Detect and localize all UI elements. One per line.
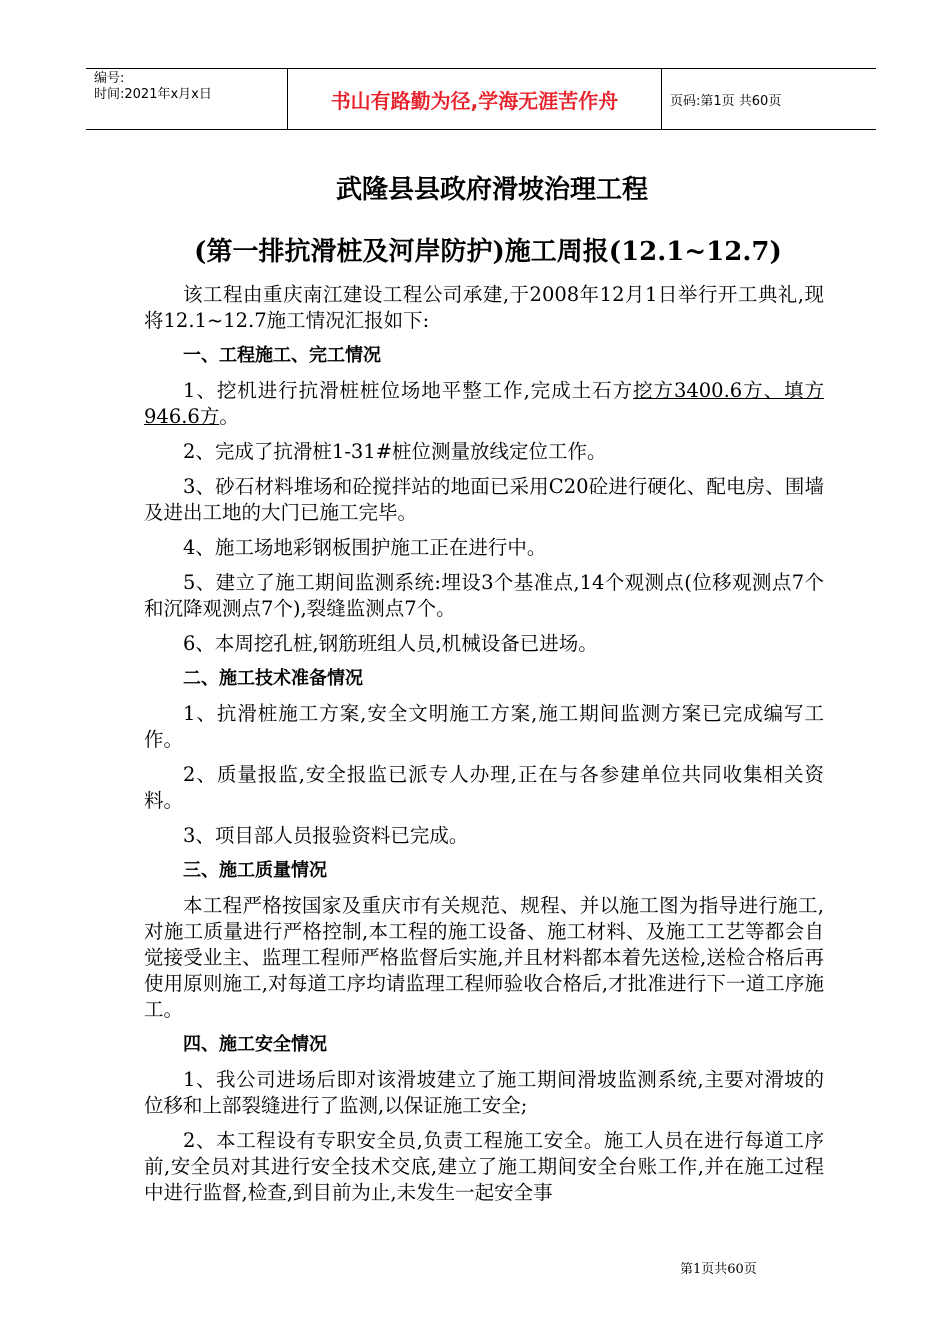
header-motto: 书山有路勤为径,学海无涯苦作舟 (288, 69, 662, 129)
header-meta (86, 69, 288, 129)
section1-item-1 (144, 378, 824, 430)
document-subtitle: (第一排抗滑桩及河岸防护)施工周报(12.1~12.7) (194, 237, 782, 267)
document-title: 武隆县县政府滑坡治理工程 (335, 175, 648, 205)
section3-paragraph: 本工程严格按国家及重庆市有关规范、规程、并以施工图为指导进行施工,对施工质量进行严格控制,本工程的施工设备、施工材料、及施工工艺等都会自觉接受业主、监理工程师严格监督后实施,并且材料都本着先送检,送检合格后再使用原则施工,对每道工序均请监理工程师验收合格后,才批准进行下一道工序施工。 (144, 894, 824, 1021)
section2-item-1: 1、抗滑桩施工方案,安全文明施工方案,施工期间监测方案已完成编写工作。 (144, 702, 824, 751)
section1-item-2: 2、完成了抗滑桩1-31#桩位测量放线定位工作。 (183, 440, 607, 463)
document-content (144, 170, 824, 1215)
section-heading-3: 三、施工质量情况 (183, 860, 327, 881)
item-text-end: 。 (219, 405, 239, 428)
page-header (86, 68, 876, 130)
section1-item-3: 3、砂石材料堆场和砼搅拌站的地面已采用C20砼进行硬化、配电房、围墙及进出工地的大门已施工完毕。 (144, 475, 824, 524)
section-heading-4: 四、施工安全情况 (183, 1034, 327, 1055)
document-body (144, 282, 824, 1206)
section1-item-4: 4、施工场地彩钢板围护施工正在进行中。 (183, 536, 547, 559)
time-label: 时间:2021年x月x日 (94, 87, 212, 102)
number-label: 编号: (94, 71, 125, 86)
underlined-quantity: 挖方3400.6方、填方946.6方 (144, 379, 825, 428)
section-heading-1: 一、工程施工、完工情况 (183, 345, 381, 366)
section2-item-2: 2、质量报监,安全报监已派专人办理,正在与各参建单位共同收集相关资料。 (144, 763, 824, 812)
section1-item-5: 5、建立了施工期间监测系统:埋设3个基准点,14个观测点(位移观测点7个和沉降观测点7个),裂缝监测点7个。 (144, 571, 824, 620)
section4-item-2: 2、本工程设有专职安全员,负责工程施工安全。施工人员在进行每道工序前,安全员对其进行安全技术交底,建立了施工期间安全台账工作,并在施工过程中进行监督,检查,到目前为止,未发生一起安全事 (144, 1129, 824, 1204)
intro-paragraph: 该工程由重庆南江建设工程公司承建,于2008年12月1日举行开工典礼,现将12.1~12.7施工情况汇报如下: (144, 283, 824, 332)
header-page-info: 页码:第1页 共60页 (670, 93, 782, 109)
section2-item-3: 3、项目部人员报验资料已完成。 (183, 824, 469, 847)
section-heading-2: 二、施工技术准备情况 (183, 668, 363, 689)
item-text: 1、挖机进行抗滑桩桩位场地平整工作,完成土石方 (183, 379, 634, 402)
page-footer: 第1页共60页 (680, 1262, 757, 1277)
section4-item-1: 1、我公司进场后即对该滑坡建立了施工期间滑坡监测系统,主要对滑坡的位移和上部裂缝进行了监测,以保证施工安全; (144, 1068, 824, 1117)
section1-item-6: 6、本周挖孔桩,钢筋班组人员,机械设备已进场。 (183, 632, 598, 655)
